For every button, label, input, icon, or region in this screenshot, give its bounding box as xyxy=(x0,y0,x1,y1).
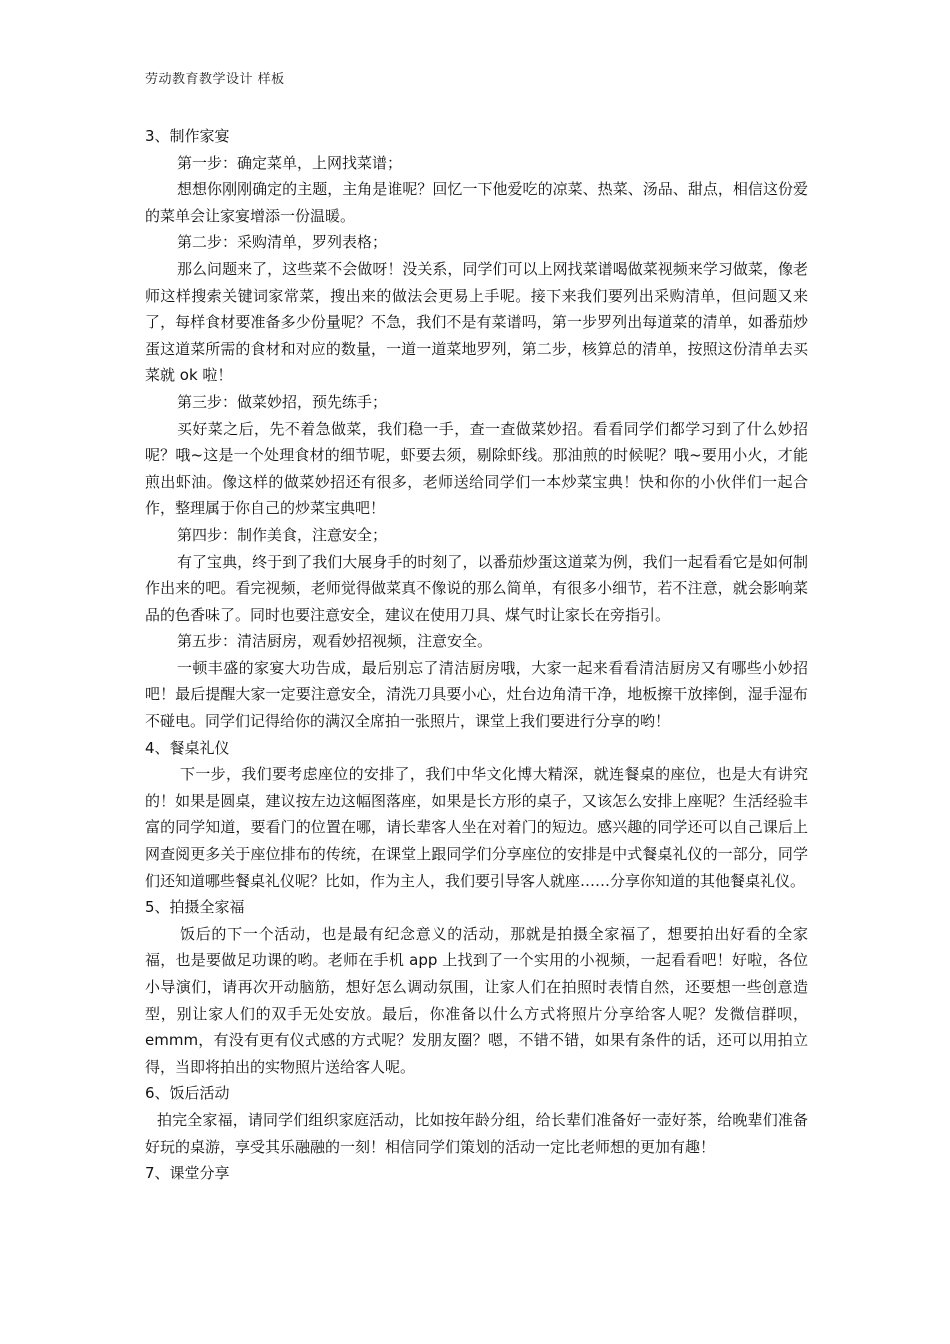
paragraph: 那么问题来了，这些菜不会做呀！没关系，同学们可以上网找菜谱喝做菜视频来学习做菜，像老师这样搜索关键词家常菜，搜出来的做法会更易上手呢。接下来我们要列出采购清单，但问题又来了，每样食材要准备多少份量呢？不急，我们不是有菜谱吗，第一步罗列出每道菜的清单，如番茄炒蛋这道菜所需的食材和对应的数量，一道一道菜地罗列，第二步，核算总的清单，按照这份清单去买菜就 ok 啦！ xyxy=(145,259,808,385)
step-2: 第二步：采购清单，罗列表格； xyxy=(177,233,388,252)
paragraph: 下一步，我们要考虑座位的安排了，我们中华文化博大精深，就连餐桌的座位，也是大有讲究的！如果是圆桌，建议按左边这幅图落座，如果是长方形的桌子，又该怎么安排上座呢？生活经验丰富的同学知道，要看门的位置在哪，请长辈客人坐在对着门的短边。感兴趣的同学还可以自己课后上网查阅更多关于座位排布的传统，在课堂上跟同学们分享座位的安排是中式餐桌礼仪的一部分，同学们还知道哪些餐桌礼仪呢？比如，作为主人，我们要引导客人就座……分享你知道的其他餐桌礼仪。 xyxy=(145,765,808,890)
paragraph: 有了宝典，终于到了我们大展身手的时刻了，以番茄炒蛋这道菜为例，我们一起看看它是如何制作出来的吧。看完视频，老师觉得做菜真不像说的那么简单，有很多小细节，若不注意，就会影响菜品的色香味了。同时也要注意安全，建议在使用刀具、煤气时让家长在旁指引。 xyxy=(145,552,808,624)
section-heading-3: 3、制作家宴 xyxy=(145,127,230,145)
step-4: 第四步：制作美食，注意安全； xyxy=(177,525,388,544)
paragraph: 拍完全家福，请同学们组织家庭活动，比如按年龄分组，给长辈们准备好一壶好茶，给晚辈们准备好玩的桌游，享受其乐融融的一刻！相信同学们策划的活动一定比老师想的更加有趣！ xyxy=(145,1110,808,1156)
paragraph: 想想你刚刚确定的主题，主角是谁呢？回忆一下他爱吃的凉菜、热菜、汤品、甜点，相信这份爱的菜单会让家宴增添一份温暖。 xyxy=(145,180,808,225)
paragraph: 一顿丰盛的家宴大功告成，最后别忘了清洁厨房哦，大家一起来看看清洁厨房又有哪些小妙招吧！最后提醒大家一定要注意安全，清洗刀具要小心，灶台边角清干净，地板擦干放摔倒，湿手湿布不碰电。同学们记得给你的满汉全席拍一张照片，课堂上我们要进行分享的哟！ xyxy=(145,658,808,731)
paragraph: 买好菜之后，先不着急做菜，我们稳一手，查一查做菜妙招。看看同学们都学习到了什么妙招呢？哦~这是一个处理食材的细节呢，虾要去须，剔除虾线。那油煎的时候呢？哦~要用小火，才能煎出虾油。像这样的做菜妙招还有很多，老师送给同学们一本炒菜宝典！快和你的小伙伴们一起合作，整理属于你自己的炒菜宝典吧！ xyxy=(145,419,808,518)
page-header: 劳动教育教学设计 样板 xyxy=(145,72,285,87)
step-3: 第三步：做菜妙招，预先练手； xyxy=(177,392,388,411)
section-heading-4: 4、餐桌礼仪 xyxy=(145,738,230,757)
section-heading-6: 6、饭后活动 xyxy=(145,1084,230,1103)
section-heading-7: 7、课堂分享 xyxy=(145,1164,230,1183)
section-heading-5: 5、拍摄全家福 xyxy=(145,898,245,917)
paragraph: 饭后的下一个活动，也是最有纪念意义的活动，那就是拍摄全家福了，想要拍出好看的全家福，也是要做足功课的哟。老师在手机 app 上找到了一个实用的小视频，一起看看吧！好啦，各位小导演们，请再次开动脑筋，想好怎么调动氛围，让家人们在拍照时表情自然，还要想一些创意造型，别让家人们的双手无处安放。最后，你准备以什么方式将照片分享给客人呢？发微信群呗，emmm，有没有更有仪式感的方式呢？发朋友圈？嗯，不错不错，如果有条件的话，还可以用拍立得，当即将拍出的实物照片送给客人呢。 xyxy=(145,924,808,1076)
step-5: 第五步：清洁厨房，观看妙招视频，注意安全。 xyxy=(177,632,493,651)
document-body xyxy=(145,123,808,1187)
step-1: 第一步：确定菜单，上网找菜谱； xyxy=(177,153,403,172)
